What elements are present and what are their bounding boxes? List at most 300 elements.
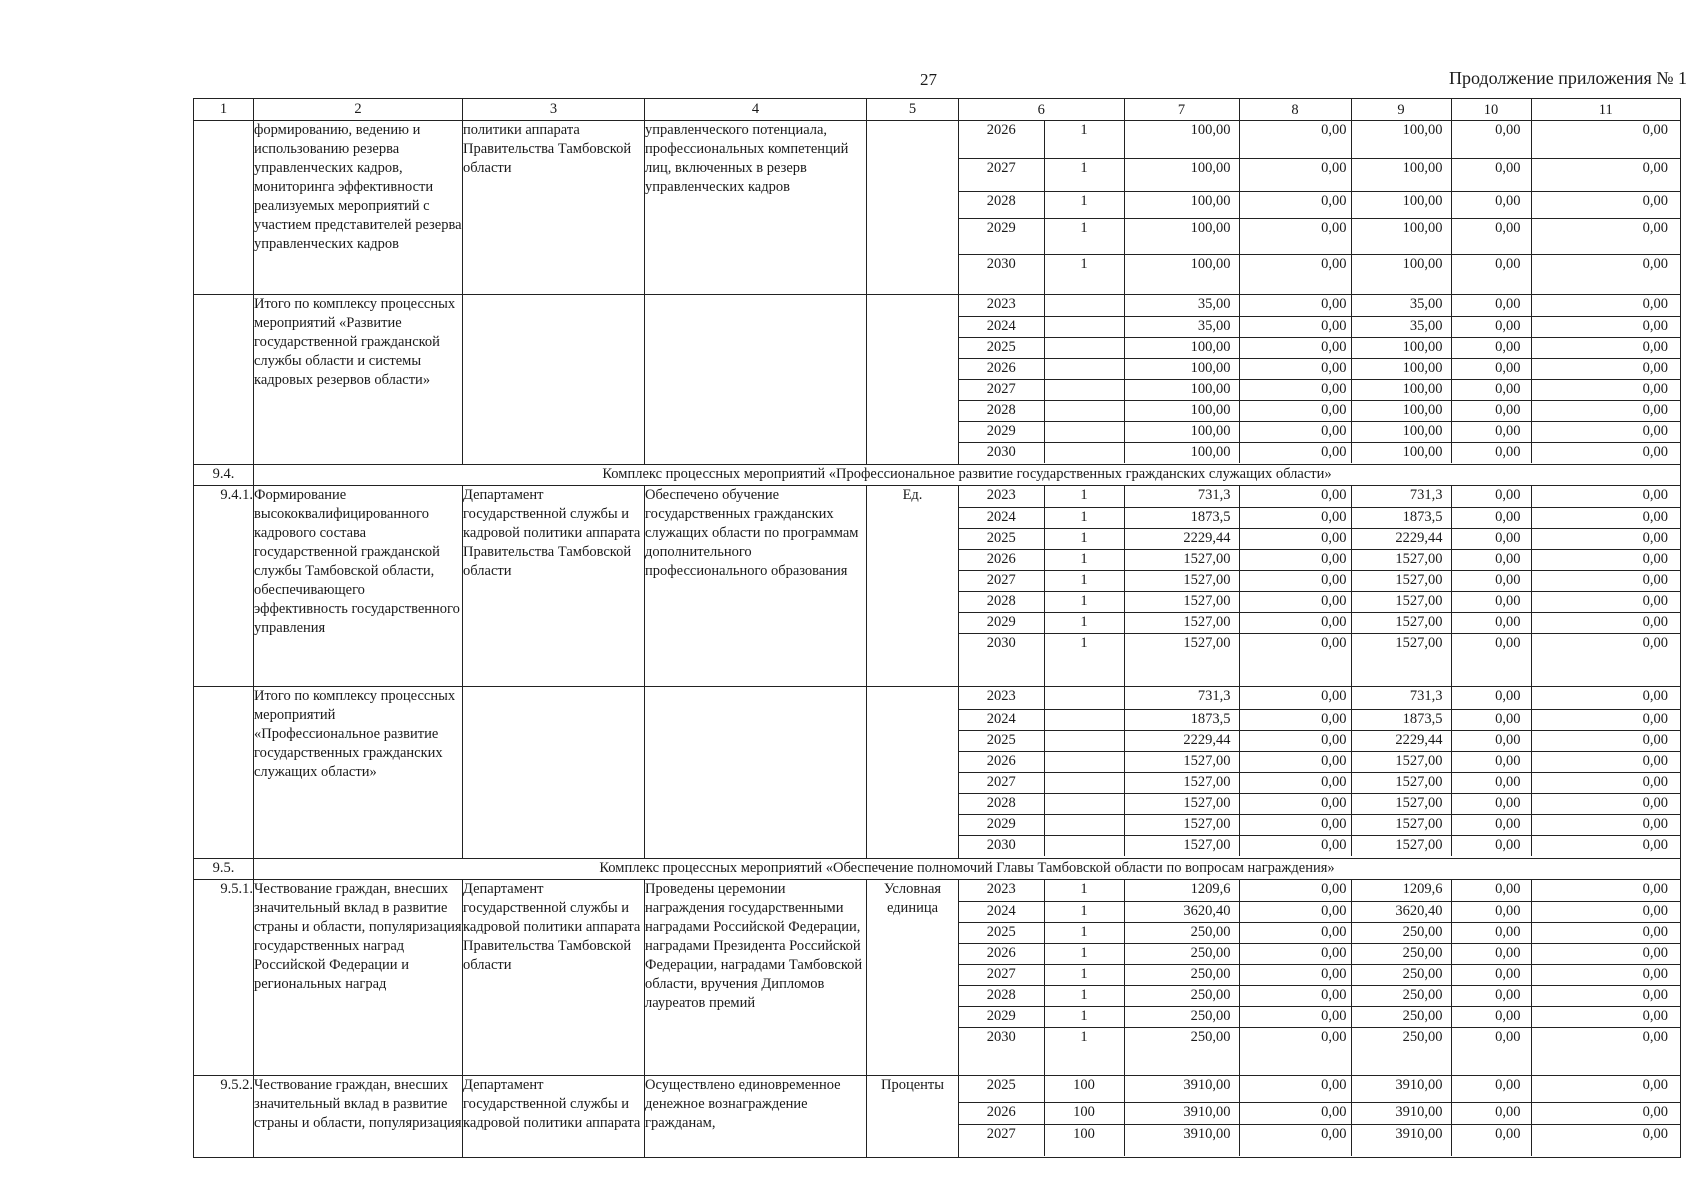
item-executor: Департамент государственной службы и кадровой политики аппарата Правительства Тамбовской области [463,880,645,1076]
value-col9: 250,00 [1351,1006,1451,1027]
indicator-value [1044,730,1124,751]
value-col9: 1527,00 [1351,793,1451,814]
year-row [959,337,1680,358]
value-col11: 0,00 [1531,880,1680,901]
value-col7: 35,00 [1124,316,1239,337]
value-col8: 0,00 [1239,295,1351,316]
value-col10: 0,00 [1451,793,1531,814]
year-row [959,793,1680,814]
year-values-table [959,295,1680,463]
value-col11: 0,00 [1642,1028,1668,1045]
col-header-6-11 [959,99,1681,121]
item-name: Итого по комплексу процессных мероприятий «Профессиональное развитие государственных гражданских служащих области» [254,687,463,859]
value-col8: 0,00 [1239,687,1351,709]
value-col7: 3910,00 [1124,1102,1239,1124]
value-col7: 100,00 [1124,121,1239,158]
value-col9: 250,00 [1351,1027,1451,1075]
year-cell: 2028 [959,400,1044,421]
value-col8: 0,00 [1239,1027,1351,1075]
year-row [959,570,1680,591]
col-header-9: 9 [1351,99,1451,120]
item-executor [463,295,645,465]
value-col8: 0,00 [1239,880,1351,901]
value-col9: 3910,00 [1351,1102,1451,1124]
value-col8: 0,00 [1239,254,1351,294]
indicator-value [1044,316,1124,337]
value-col11: 0,00 [1531,358,1680,379]
value-col8: 0,00 [1239,442,1351,463]
value-col7: 100,00 [1124,218,1239,254]
indicator-value [1044,400,1124,421]
item-number: 9.5.2. [194,1076,254,1158]
indicator-value [1044,709,1124,730]
value-col9: 100,00 [1351,191,1451,218]
value-col11: 0,00 [1531,964,1680,985]
indicator-value: 1 [1044,612,1124,633]
value-col9: 100,00 [1351,218,1451,254]
year-row [959,379,1680,400]
table-row [194,880,1681,1076]
year-row [959,1006,1680,1027]
value-col7: 100,00 [1124,254,1239,294]
indicator-value [1044,379,1124,400]
value-col10: 0,00 [1451,687,1531,709]
year-cell: 2029 [959,421,1044,442]
value-col11: 0,00 [1531,943,1680,964]
value-col9: 1527,00 [1351,612,1451,633]
indicator-value: 1 [1044,218,1124,254]
value-col8: 0,00 [1239,612,1351,633]
value-col9: 35,00 [1351,316,1451,337]
value-col11: 0,00 [1531,591,1680,612]
year-values-table [959,1076,1680,1156]
item-number [194,687,254,859]
value-col11: 0,00 [1531,507,1680,528]
item-result [645,295,867,465]
value-col10: 0,00 [1451,316,1531,337]
value-col10: 0,00 [1451,528,1531,549]
indicator-value: 1 [1044,880,1124,901]
year-cell: 2027 [959,964,1044,985]
year-cell: 2027 [959,158,1044,191]
value-col7: 1527,00 [1124,570,1239,591]
indicator-value [1044,751,1124,772]
year-cell: 2029 [959,218,1044,254]
value-col11: 0,00 [1531,985,1680,1006]
value-col7: 1527,00 [1124,814,1239,835]
table-row [194,687,1681,859]
item-unit [867,121,959,295]
item-unit: Условная единица [867,880,959,1076]
item-number [194,121,254,295]
year-row [959,316,1680,337]
value-col10: 0,00 [1451,400,1531,421]
indicator-value [1044,421,1124,442]
value-col11: 0,00 [1531,218,1680,254]
year-cell: 2025 [959,730,1044,751]
item-unit [867,687,959,859]
indicator-value [1044,793,1124,814]
indicator-value [1044,835,1124,856]
year-row [959,254,1680,294]
value-col9: 1873,5 [1351,709,1451,730]
item-result: управленческого потенциала, профессиональных компетенций лиц, включенных в резерв управленческих кадров [645,121,867,295]
value-col7: 250,00 [1124,964,1239,985]
year-row [959,1076,1680,1102]
item-executor [463,687,645,859]
value-col10: 0,00 [1451,379,1531,400]
year-row [959,442,1680,463]
year-row [959,709,1680,730]
year-cell: 2024 [959,709,1044,730]
year-cell: 2028 [959,191,1044,218]
value-col10: 0,00 [1451,358,1531,379]
value-col9: 100,00 [1351,421,1451,442]
value-col11: 0,00 [1531,1102,1680,1124]
indicator-value: 1 [1044,901,1124,922]
year-cell: 2026 [959,358,1044,379]
value-col7: 1873,5 [1124,709,1239,730]
year-row [959,549,1680,570]
value-col7: 1527,00 [1124,835,1239,856]
year-values [959,295,1681,465]
page-number: 27 [920,70,937,89]
item-name: Чествование граждан, внесших значительный вклад в развитие страны и области, популяризация государственных наград Российской Федерации и региональных наград [254,880,463,1076]
year-cell: 2028 [959,591,1044,612]
indicator-value [1044,772,1124,793]
value-col9: 100,00 [1351,379,1451,400]
value-col7: 3620,40 [1124,901,1239,922]
indicator-value: 1 [1044,121,1124,158]
value-col7: 100,00 [1124,337,1239,358]
value-col9: 1527,00 [1351,835,1451,856]
year-cell: 2027 [959,379,1044,400]
col-header-11: 11 [1598,101,1613,118]
section-title: Комплекс процессных мероприятий «Обеспечение полномочий Главы Тамбовской области по вопросам награждения» [254,859,1681,880]
indicator-value: 1 [1044,943,1124,964]
value-col10: 0,00 [1451,709,1531,730]
item-result: Обеспечено обучение государственных гражданских служащих области по программам дополнительного профессионального образования [645,486,867,687]
value-col10: 0,00 [1451,612,1531,633]
value-col11: 0,00 [1531,922,1680,943]
value-col7: 250,00 [1124,943,1239,964]
item-name: формированию, ведению и использованию резерва управленческих кадров, мониторинга эффективности реализуемых мероприятий с участием представителей резерва управленческих кадров [254,121,463,295]
year-row [959,751,1680,772]
value-col11: 0,00 [1531,751,1680,772]
value-col9: 35,00 [1351,295,1451,316]
col-header-8: 8 [1239,99,1351,120]
indicator-value [1044,358,1124,379]
year-row [959,507,1680,528]
value-col7: 1527,00 [1124,751,1239,772]
value-col7: 1527,00 [1124,793,1239,814]
value-col8: 0,00 [1239,1124,1351,1156]
value-col7: 100,00 [1124,358,1239,379]
value-col10: 0,00 [1451,751,1531,772]
value-col8: 0,00 [1239,549,1351,570]
value-col8: 0,00 [1239,158,1351,191]
section-row [194,859,1681,880]
year-cell: 2024 [959,316,1044,337]
indicator-value: 1 [1044,633,1124,686]
value-col11: 0,00 [1531,709,1680,730]
col-header-1: 1 [194,99,254,121]
value-col8: 0,00 [1239,922,1351,943]
indicator-value: 1 [1044,254,1124,294]
indicator-value: 1 [1044,158,1124,191]
value-col7: 2229,44 [1124,730,1239,751]
value-col11: 0,00 [1531,570,1680,591]
indicator-value [1044,687,1124,709]
indicator-value [1044,442,1124,463]
value-col7: 100,00 [1124,421,1239,442]
value-col8: 0,00 [1239,901,1351,922]
year-cell: 2026 [959,121,1044,158]
col-header-4: 4 [645,99,867,121]
value-col10: 0,00 [1451,254,1531,294]
value-col11: 0,00 [1531,814,1680,835]
value-col9: 3910,00 [1351,1076,1451,1102]
value-col7: 731,3 [1124,486,1239,507]
year-cell: 2023 [959,486,1044,507]
year-cell: 2030 [959,254,1044,294]
value-col10: 0,00 [1451,730,1531,751]
item-name: Чествование граждан, внесших значительный вклад в развитие страны и области, популяризация [254,1076,463,1158]
value-col9: 1527,00 [1351,570,1451,591]
value-col7: 731,3 [1124,687,1239,709]
value-col9: 100,00 [1351,158,1451,191]
year-row [959,901,1680,922]
year-cell: 2024 [959,901,1044,922]
table-row [194,1076,1681,1158]
col-header-5: 5 [867,99,959,121]
year-values-table [959,121,1680,294]
year-cell: 2027 [959,570,1044,591]
value-col9: 100,00 [1351,400,1451,421]
value-col8: 0,00 [1239,400,1351,421]
value-col7: 2229,44 [1124,528,1239,549]
col-header-3: 3 [463,99,645,121]
indicator-value: 1 [1044,964,1124,985]
year-row [959,633,1680,686]
indicator-value: 1 [1044,191,1124,218]
value-col10: 0,00 [1451,1027,1531,1075]
value-col7: 250,00 [1124,1006,1239,1027]
value-col9: 1527,00 [1351,751,1451,772]
value-col10: 0,00 [1451,507,1531,528]
value-col11: 0,00 [1642,634,1668,651]
value-col10: 0,00 [1451,922,1531,943]
table-row [194,295,1681,465]
value-col8: 0,00 [1239,121,1351,158]
year-row [959,814,1680,835]
year-row [959,191,1680,218]
value-col9: 100,00 [1351,337,1451,358]
col-header-6: 6 [959,99,1124,120]
item-unit: Проценты [867,1076,959,1158]
value-col11: 0,00 [1642,1125,1668,1142]
indicator-value: 100 [1044,1102,1124,1124]
value-col8: 0,00 [1239,358,1351,379]
year-cell: 2030 [959,633,1044,686]
year-cell: 2025 [959,1076,1044,1102]
value-col10: 0,00 [1451,1124,1531,1156]
year-cell: 2027 [959,772,1044,793]
value-col11: 0,00 [1531,421,1680,442]
value-col9: 1527,00 [1351,591,1451,612]
year-row [959,121,1680,158]
year-cell: 2026 [959,1102,1044,1124]
value-col9: 731,3 [1351,486,1451,507]
value-col11: 0,00 [1531,1076,1680,1102]
value-col8: 0,00 [1239,191,1351,218]
year-cell: 2029 [959,814,1044,835]
year-row [959,772,1680,793]
value-col9: 2229,44 [1351,730,1451,751]
value-col10: 0,00 [1451,880,1531,901]
indicator-value [1044,337,1124,358]
value-col11: 0,00 [1531,687,1680,709]
value-col10: 0,00 [1451,549,1531,570]
section-number: 9.5. [194,859,254,880]
year-row [959,295,1680,316]
year-values [959,121,1681,295]
value-col8: 0,00 [1239,507,1351,528]
value-col8: 0,00 [1239,570,1351,591]
value-col9: 250,00 [1351,985,1451,1006]
value-col8: 0,00 [1239,633,1351,686]
value-col11: 0,00 [1531,1006,1680,1027]
value-col9: 100,00 [1351,442,1451,463]
year-row [959,400,1680,421]
item-result: Осуществлено единовременное денежное вознаграждение гражданам, [645,1076,867,1158]
value-col8: 0,00 [1239,486,1351,507]
indicator-value: 100 [1044,1076,1124,1102]
value-col10: 0,00 [1451,442,1531,463]
value-col8: 0,00 [1239,1076,1351,1102]
value-col11: 0,00 [1531,486,1680,507]
year-row [959,835,1680,856]
value-col9: 1527,00 [1351,633,1451,686]
year-row [959,218,1680,254]
value-col11: 0,00 [1531,316,1680,337]
value-col10: 0,00 [1451,835,1531,856]
year-cell: 2030 [959,1027,1044,1075]
value-col8: 0,00 [1239,1006,1351,1027]
value-col11: 0,00 [1531,379,1680,400]
value-col7: 250,00 [1124,1027,1239,1075]
indicator-value: 1 [1044,1027,1124,1075]
year-cell: 2025 [959,337,1044,358]
year-cell: 2026 [959,943,1044,964]
year-row [959,1102,1680,1124]
year-row [959,1027,1680,1075]
item-number: 9.4.1. [194,486,254,687]
value-col9: 250,00 [1351,964,1451,985]
year-row [959,922,1680,943]
col-header-10: 10 [1451,99,1531,120]
value-col8: 0,00 [1239,421,1351,442]
value-col9: 3910,00 [1351,1124,1451,1156]
year-cell: 2026 [959,549,1044,570]
table-row [194,486,1681,687]
value-col9: 1527,00 [1351,549,1451,570]
indicator-value: 1 [1044,591,1124,612]
year-cell: 2023 [959,687,1044,709]
value-col7: 250,00 [1124,985,1239,1006]
year-row [959,528,1680,549]
value-col11: 0,00 [1531,901,1680,922]
value-col8: 0,00 [1239,591,1351,612]
table-row [194,121,1681,295]
year-row [959,591,1680,612]
value-col8: 0,00 [1239,316,1351,337]
value-col8: 0,00 [1239,751,1351,772]
value-col9: 1873,5 [1351,507,1451,528]
indicator-value [1044,814,1124,835]
indicator-value [1044,295,1124,316]
value-col8: 0,00 [1239,528,1351,549]
value-col10: 0,00 [1451,570,1531,591]
value-col7: 3910,00 [1124,1076,1239,1102]
value-col7: 1873,5 [1124,507,1239,528]
year-cell: 2023 [959,295,1044,316]
value-col8: 0,00 [1239,835,1351,856]
value-col8: 0,00 [1239,1102,1351,1124]
item-name: Формирование высококвалифицированного кадрового состава государственной гражданской службы Тамбовской области, обеспечивающего эффективность государственного управления [254,486,463,687]
appendix-table [193,98,1681,1158]
value-col7: 100,00 [1124,158,1239,191]
value-col9: 1527,00 [1351,772,1451,793]
value-col7: 1209,6 [1124,880,1239,901]
item-unit [867,295,959,465]
value-col11: 0,00 [1531,295,1680,316]
value-col10: 0,00 [1451,337,1531,358]
year-values-table [959,880,1680,1075]
value-col11: 0,00 [1531,730,1680,751]
year-row [959,985,1680,1006]
value-col7: 100,00 [1124,400,1239,421]
year-cell: 2025 [959,922,1044,943]
value-col7: 1527,00 [1124,549,1239,570]
value-col9: 250,00 [1351,922,1451,943]
value-col11: 0,00 [1531,121,1680,158]
year-values-table [959,486,1680,686]
col-header-7: 7 [1124,99,1239,120]
year-row [959,687,1680,709]
year-row [959,880,1680,901]
value-col10: 0,00 [1451,295,1531,316]
value-col9: 2229,44 [1351,528,1451,549]
value-col8: 0,00 [1239,985,1351,1006]
value-col8: 0,00 [1239,730,1351,751]
value-col10: 0,00 [1451,191,1531,218]
value-col10: 0,00 [1451,964,1531,985]
value-col11: 0,00 [1531,158,1680,191]
value-col8: 0,00 [1239,964,1351,985]
value-col9: 100,00 [1351,254,1451,294]
year-row [959,486,1680,507]
indicator-value: 1 [1044,486,1124,507]
value-col10: 0,00 [1451,985,1531,1006]
value-col7: 250,00 [1124,922,1239,943]
value-col10: 0,00 [1451,591,1531,612]
value-col11: 0,00 [1642,255,1668,272]
item-number: 9.5.1. [194,880,254,1076]
col-header-2: 2 [254,99,463,121]
year-cell: 2026 [959,751,1044,772]
value-col7: 1527,00 [1124,633,1239,686]
